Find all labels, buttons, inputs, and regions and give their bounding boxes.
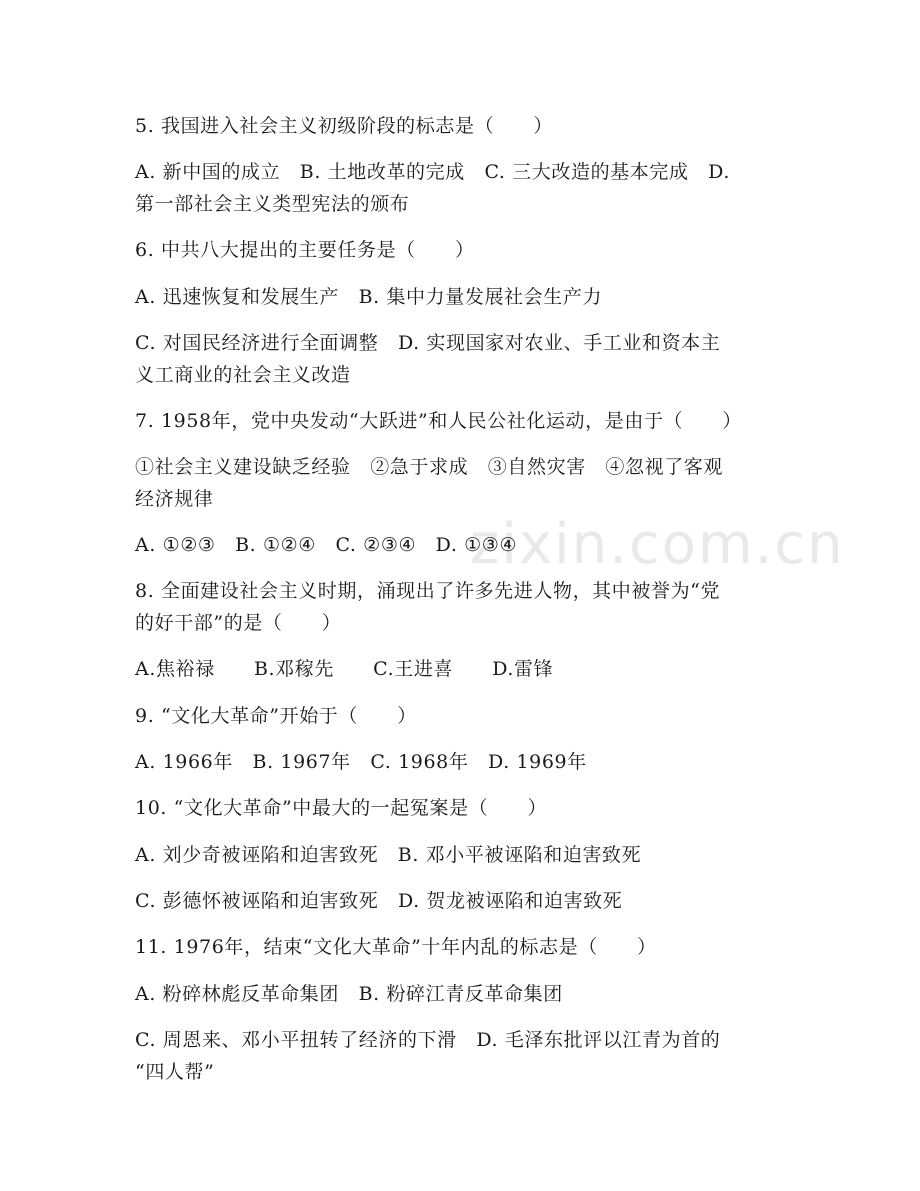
question-10-options-cd: C. 彭德怀被诬陷和迫害致死 D. 贺龙被诬陷和迫害致死 xyxy=(135,890,623,912)
question-8-stem-cont: 的好干部”的是（ ） xyxy=(135,612,342,634)
question-9-options: A. 1966年 B. 1967年 C. 1968年 D. 1969年 xyxy=(135,751,587,773)
question-6-options-ab: A. 迅速恢复和发展生产 B. 集中力量发展社会生产力 xyxy=(135,286,603,308)
question-10-stem: 10. “文化大革命”中最大的一起冤案是（ ） xyxy=(135,797,548,819)
question-8-stem: 8. 全面建设社会主义时期，涌现出了许多先进人物，其中被誉为“党 xyxy=(135,580,721,602)
question-5-options-cont: 第一部社会主义类型宪法的颁布 xyxy=(135,193,410,215)
question-7-options: A. ①②③ B. ①②④ C. ②③④ D. ①③④ xyxy=(135,534,518,556)
question-7-statements: ①社会主义建设缺乏经验 ②急于求成 ③自然灾害 ④忽视了客观 xyxy=(135,456,724,478)
question-5-stem: 5. 我国进入社会主义初级阶段的标志是（ ） xyxy=(135,115,553,137)
question-5-options: A. 新中国的成立 B. 土地改革的完成 C. 三大改造的基本完成 D. xyxy=(135,161,730,183)
question-6-options-cont: 义工商业的社会主义改造 xyxy=(135,364,351,386)
question-11-options-cont: “四人帮” xyxy=(135,1061,215,1083)
question-7-statements-cont: 经济规律 xyxy=(135,488,214,510)
watermark: zixin.com.cn xyxy=(470,512,845,577)
question-11-options-ab: A. 粉碎林彪反革命集团 B. 粉碎江青反革命集团 xyxy=(135,983,563,1005)
question-6-stem: 6. 中共八大提出的主要任务是（ ） xyxy=(135,239,475,261)
question-11-stem: 11. 1976年，结束“文化大革命”十年内乱的标志是（ ） xyxy=(135,936,657,958)
question-6-options-cd: C. 对国民经济进行全面调整 D. 实现国家对农业、手工业和资本主 xyxy=(135,332,721,354)
question-11-options-cd: C. 周恩来、邓小平扭转了经济的下滑 D. 毛泽东批评以江青为首的 xyxy=(135,1029,721,1051)
question-9-stem: 9. “文化大革命”开始于（ ） xyxy=(135,705,417,727)
question-10-options-ab: A. 刘少奇被诬陷和迫害致死 B. 邓小平被诬陷和迫害致死 xyxy=(135,844,642,866)
question-7-stem: 7. 1958年，党中央发动“大跃进”和人民公社化运动，是由于（ ） xyxy=(135,410,742,432)
question-8-options: A.焦裕禄 B.邓稼先 C.王进喜 D.雷锋 xyxy=(135,658,554,680)
